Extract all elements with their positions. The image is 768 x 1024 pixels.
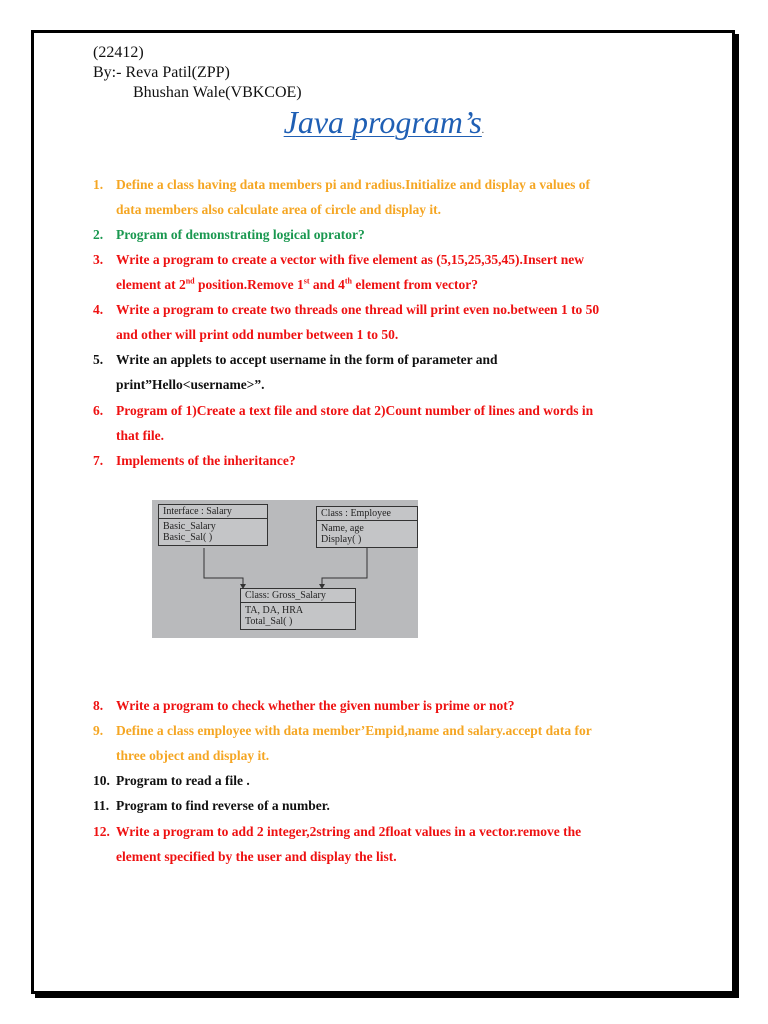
list-item: 11. Program to find reverse of a number. bbox=[93, 798, 330, 813]
list-item: 7. Implements of the inheritance? bbox=[93, 453, 296, 468]
inheritance-diagram bbox=[152, 500, 418, 638]
list-item: 12. Write a program to add 2 integer,2string and 2float values in a vector.remove the element specified by the user and display the list. bbox=[93, 824, 582, 864]
class-gross-salary-box: Class: Gross_Salary TA, DA, HRA Total_Sal( ) bbox=[240, 588, 356, 630]
class-employee-box: Class : Employee Name, age Display( ) bbox=[316, 506, 418, 548]
list-item: 10. Program to read a file . bbox=[93, 773, 250, 788]
author-line: By:- Reva Patil(ZPP) bbox=[93, 64, 230, 81]
list-item: 2. Program of demonstrating logical oprator? bbox=[93, 227, 365, 242]
course-code: (22412) bbox=[93, 44, 144, 61]
list-item: 8. Write a program to check whether the given number is prime or not? bbox=[93, 698, 515, 713]
list-item: 3. Write a program to create a vector with five element as (5,15,25,35,45).Insert new element at 2nd position.Remove 1st and 4th element from vector? bbox=[93, 252, 585, 292]
page-title: Java program’s. bbox=[283, 104, 485, 140]
list-item: 1. Define a class having data members pi and radius.Initialize and display a values of data members also calculate area of circle and display it. bbox=[93, 177, 591, 217]
second-author: Bhushan Wale(VBKCOE) bbox=[133, 84, 302, 101]
list-item: 6. Program of 1)Create a text file and store dat 2)Count number of lines and words in that file. bbox=[93, 403, 594, 443]
list-item: 5. Write an applets to accept username in the form of parameter and print”Hello<username>”. bbox=[93, 352, 498, 392]
list-item: 4. Write a program to create two threads one thread will print even no.between 1 to 50 and other will print odd number between 1 to 50. bbox=[93, 302, 600, 342]
interface-salary-box: Interface : Salary Basic_Salary Basic_Sal( ) bbox=[158, 504, 268, 546]
list-item: 9. Define a class employee with data member’Empid,name and salary.accept data for three object and display it. bbox=[93, 723, 592, 763]
